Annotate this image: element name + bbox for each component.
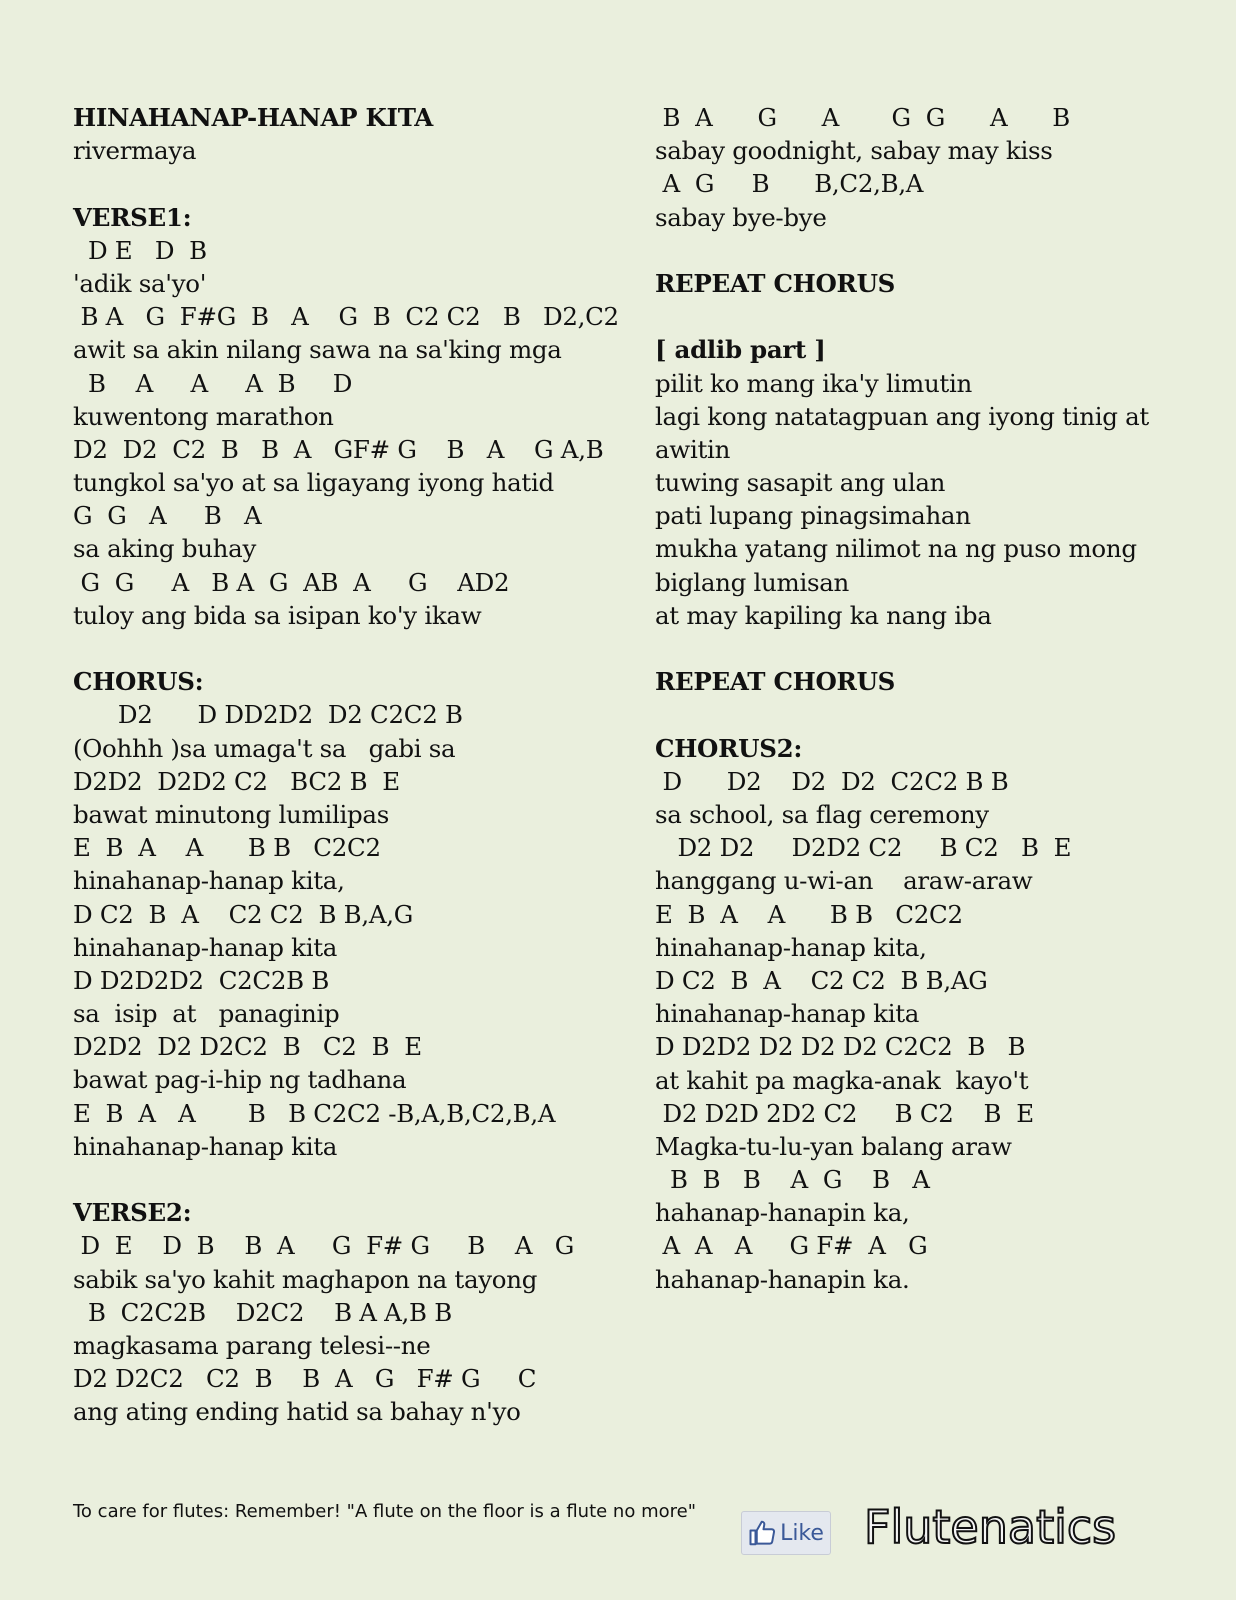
blank-line (73, 1163, 633, 1196)
song-line: B C2C2B D2C2 B A A,B B (73, 1297, 452, 1327)
blank-line (655, 234, 1215, 267)
song-line: lagi kong natatagpuan ang iyong tinig at awitin (655, 401, 1157, 464)
section-heading: CHORUS2: (655, 733, 803, 763)
section-heading: REPEAT CHORUS (655, 667, 896, 697)
thumbs-up-icon (748, 1518, 778, 1548)
song-line: G G A B A G AB A G AD2 (73, 567, 510, 597)
song-line: hanggang u-wi-an araw-araw (655, 866, 1033, 896)
song-line: hinahanap-hanap kita, (655, 932, 927, 962)
song-line: (Oohhh )sa umaga't sa gabi sa (73, 733, 456, 763)
right-column (655, 101, 1215, 1296)
brand-logo: Flutenatics (864, 1500, 1117, 1554)
blank-line (655, 632, 1215, 665)
song-line: B B B A G B A (655, 1165, 930, 1195)
song-line: B A G A G G A B (655, 103, 1070, 132)
song-line: B A A A B D (73, 368, 353, 398)
song-line: at may kapiling ka nang iba (655, 600, 992, 630)
blank-line (73, 632, 633, 665)
song-line: hinahanap-hanap kita, (73, 866, 345, 896)
song-line: magkasama parang telesi--ne (73, 1330, 431, 1360)
section-heading: [ adlib part ] (655, 335, 826, 365)
song-line: at kahit pa magka-anak kayo't (655, 1065, 1029, 1095)
song-line: hinahanap-hanap kita (655, 999, 920, 1029)
song-line: D C2 B A C2 C2 B B,AG (655, 965, 988, 995)
song-title: HINAHANAP-HANAP KITA (73, 103, 433, 132)
blank-line (655, 300, 1215, 333)
song-line: ang ating ending hatid sa bahay n'yo (73, 1397, 521, 1427)
song-line: sabay goodnight, sabay may kiss (655, 136, 1053, 166)
song-line: E B A A B B C2C2 (73, 833, 381, 863)
song-line: hinahanap-hanap kita (73, 932, 338, 962)
song-line: E B A A B B C2C2 (655, 899, 963, 929)
song-line: hahanap-hanapin ka. (655, 1264, 910, 1294)
song-line: D C2 B A C2 C2 B B,A,G (73, 899, 414, 929)
song-line: D2 D2D 2D2 C2 B C2 B E (655, 1098, 1034, 1128)
song-line: D2 D2 D2D2 C2 B C2 B E (655, 833, 1072, 863)
song-line: D D2D2 D2 D2 D2 C2C2 B B (655, 1032, 1026, 1062)
left-column (73, 101, 633, 1429)
footer-note: To care for flutes: Remember! "A flute on the floor is a flute no more" (73, 1501, 696, 1522)
section-heading: VERSE1: (73, 202, 192, 232)
song-line: A G B B,C2,B,A (655, 169, 924, 199)
song-line: B A G F#G B A G B C2 C2 B D2,C2 (73, 302, 619, 332)
section-heading: REPEAT CHORUS (655, 268, 896, 298)
song-line: D2 D2C2 C2 B B A G F# G C (73, 1364, 537, 1394)
song-line: sabik sa'yo kahit maghapon na tayong (73, 1264, 538, 1294)
song-line: kuwentong marathon (73, 401, 334, 431)
song-line: D2 D DD2D2 D2 C2C2 B (73, 700, 463, 730)
song-line: 'adik sa'yo' (73, 268, 207, 298)
blank-line (655, 698, 1215, 731)
song-line: D2D2 D2D2 C2 BC2 B E (73, 766, 400, 796)
song-line: sa aking buhay (73, 534, 256, 564)
song-line: sa school, sa flag ceremony (655, 800, 989, 829)
song-line: D D2D2D2 C2C2B B (73, 965, 330, 995)
song-line: awit sa akin nilang sawa na sa'king mga (73, 335, 562, 365)
song-line: D2D2 D2 D2C2 B C2 B E (73, 1032, 422, 1062)
song-line: E B A A B B C2C2 -B,A,B,C2,B,A (73, 1098, 556, 1128)
song-line: hinahanap-hanap kita (73, 1131, 338, 1161)
song-line: sabay bye-bye (655, 202, 827, 232)
song-line: pilit ko mang ika'y limutin (655, 368, 972, 398)
song-line: G G A B A (73, 501, 262, 531)
song-line: bawat pag-i-hip ng tadhana (73, 1065, 407, 1095)
song-line: bawat minutong lumilipas (73, 799, 389, 829)
song-line: pati lupang pinagsimahan (655, 501, 971, 531)
song-line: tuloy ang bida sa isipan ko'y ikaw (73, 600, 482, 630)
blank-line (73, 167, 633, 200)
artist-name: rivermaya (73, 136, 197, 166)
song-line: mukha yatang nilimot na ng puso mong biglang lumisan (655, 534, 1145, 597)
song-line: D D2 D2 D2 C2C2 B B (655, 766, 1009, 796)
song-line: hahanap-hanapin ka, (655, 1198, 910, 1228)
song-line: D E D B B A G F# G B A G (73, 1231, 574, 1261)
song-line: tuwing sasapit ang ulan (655, 468, 946, 498)
song-line: A A A G F# A G (655, 1231, 928, 1261)
song-line: sa isip at panaginip (73, 999, 340, 1029)
song-line: tungkol sa'yo at sa ligayang iyong hatid (73, 468, 554, 498)
section-heading: VERSE2: (73, 1198, 192, 1228)
song-line: D2 D2 C2 B B A GF# G B A G A,B (73, 434, 604, 464)
section-heading: CHORUS: (73, 667, 204, 697)
like-button[interactable] (741, 1511, 831, 1555)
song-line: D E D B (73, 235, 207, 265)
song-line: Magka-tu-lu-yan balang araw (655, 1131, 1012, 1161)
like-label: Like (780, 1520, 824, 1546)
